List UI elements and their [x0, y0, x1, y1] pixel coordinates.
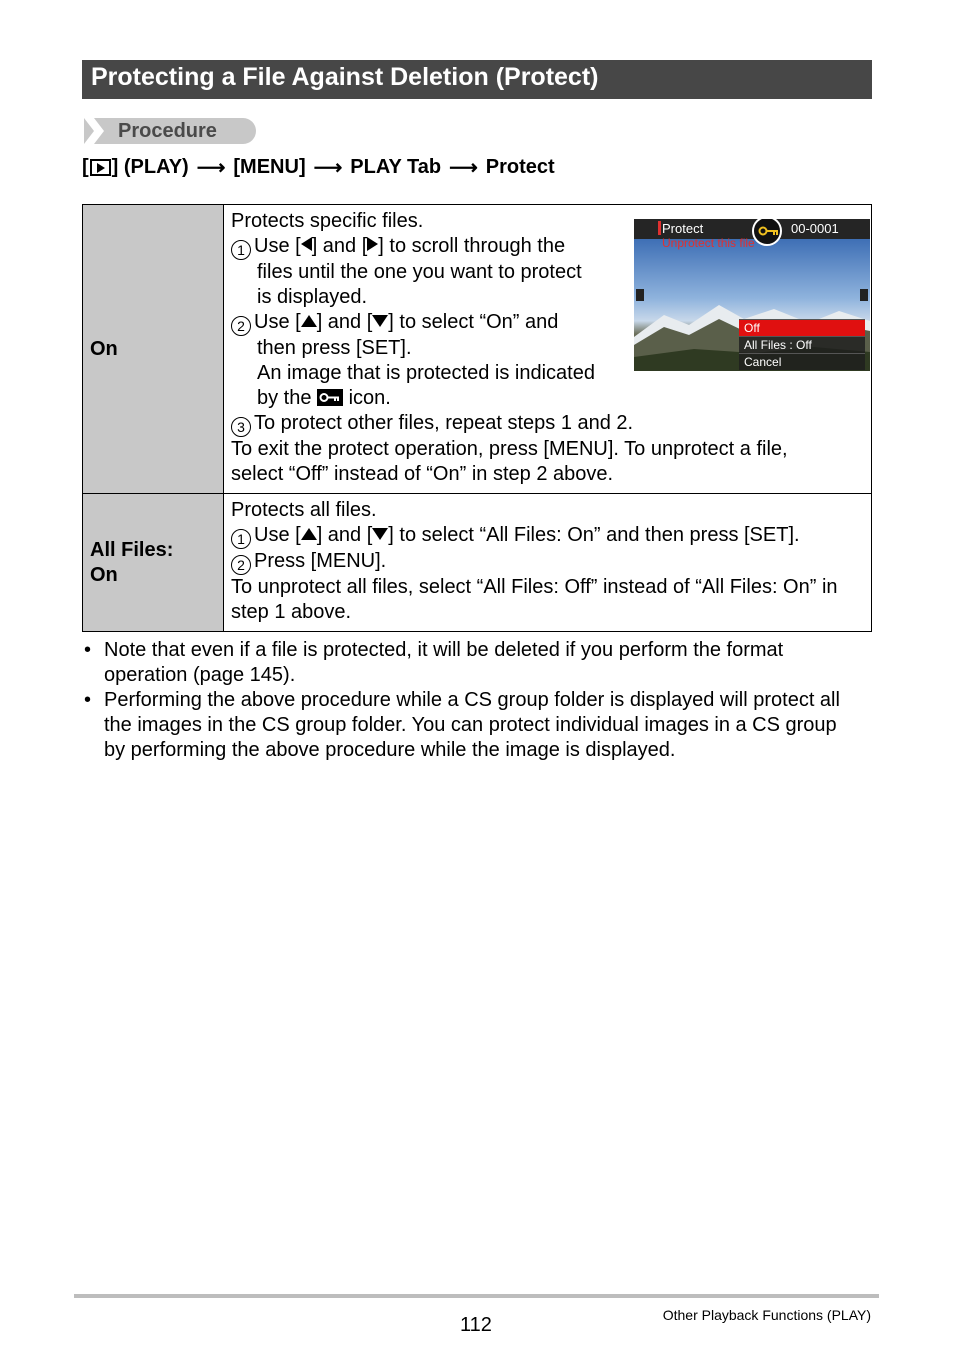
- menu-item-cancel: Cancel: [739, 353, 865, 370]
- down-button-icon: [372, 528, 388, 540]
- chevron-right-icon: [860, 289, 868, 301]
- procedure-tag: [84, 118, 256, 144]
- footer-divider: [74, 1294, 879, 1298]
- page-number: 112: [460, 1314, 492, 1336]
- step-number-badge: 2: [231, 316, 251, 336]
- menu-item-off: Off: [739, 319, 865, 336]
- up-button-icon: [301, 528, 317, 540]
- footer-section-title: Other Playback Functions (PLAY): [662, 1307, 871, 1323]
- step-number-badge: 3: [231, 417, 251, 437]
- setting-description: Protects specific files. 1 Use [ ] and [ ] to scroll through the files until the one you want to protect is displayed. 2 Use [ ] and [ ] to select “On” and then press [SET]. An image that is protected is indicated by the icon. 3 To protect other files, repeat steps 1 and 2. To exit the protect operation, press [MENU]. To unprotect a file, select “Off” instead of “On” in step 2 above. Protect Unprotect this file 00-0001 Off All Files : Off Cancel: [224, 205, 872, 494]
- screen-subtitle: Unprotect this file: [662, 236, 755, 250]
- settings-table: [82, 204, 872, 632]
- menu-item-all-files-off: All Files : Off: [739, 336, 865, 353]
- setting-label: On: [83, 205, 224, 494]
- screen-menu: [739, 319, 865, 370]
- section-title-bar: [82, 60, 872, 99]
- down-button-icon: [372, 315, 388, 327]
- step-number-badge: 1: [231, 529, 251, 549]
- screen-title: Protect: [662, 221, 704, 236]
- page-title: Protecting a File Against Deletion (Protect): [91, 63, 599, 91]
- arrow-right-icon: ⟶: [449, 156, 478, 179]
- chevron-right-icon: [84, 118, 114, 144]
- table-row: [83, 205, 872, 494]
- play-icon: [90, 159, 111, 176]
- camera-screen-image: [634, 219, 870, 371]
- file-number: 00-0001: [791, 221, 839, 236]
- arrow-right-icon: ⟶: [196, 156, 226, 179]
- right-button-icon: [367, 237, 378, 251]
- table-row: [83, 494, 872, 632]
- up-button-icon: [301, 315, 317, 327]
- procedure-label: Procedure: [118, 120, 217, 142]
- left-button-icon: [301, 237, 312, 251]
- step-number-badge: 2: [231, 555, 251, 575]
- menu-navigation-path: [ ] (PLAY) ⟶ [MENU] ⟶ PLAY Tab ⟶ Protect: [82, 155, 555, 179]
- arrow-right-icon: ⟶: [313, 156, 343, 179]
- setting-label: All Files: On: [83, 494, 224, 632]
- key-protect-icon: [317, 389, 343, 406]
- setting-description: Protects all files. 1 Use [ ] and [ ] to select “All Files: On” and then press [SET]. 2 Press [MENU]. To unprotect all files, select “All Files: Off” instead of “All Files: On” in step 1 above.: [224, 494, 872, 632]
- chevron-left-icon: [636, 289, 644, 301]
- step-number-badge: 1: [231, 240, 251, 260]
